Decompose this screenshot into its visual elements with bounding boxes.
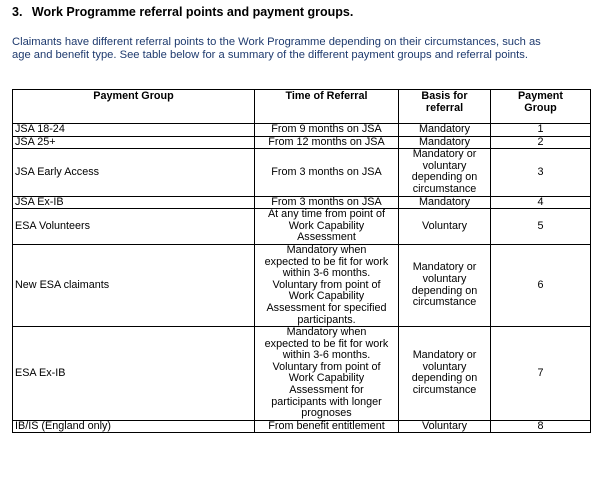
cell-line: within 3-6 months.	[282, 267, 371, 280]
header-label: Payment	[517, 90, 563, 102]
cell-payment-group-number: 8	[491, 420, 591, 433]
table-row	[13, 149, 591, 196]
cell-line: Assessment for	[289, 384, 364, 397]
cell-line: prognoses	[301, 407, 352, 420]
table-row	[13, 136, 591, 149]
cell-line: within 3-6 months.	[282, 349, 371, 362]
cell-payment-group-number: 2	[491, 136, 591, 149]
cell-line: Voluntary	[421, 419, 468, 432]
cell-line: From benefit entitlement	[268, 419, 385, 432]
cell-payment-group-number: 3	[491, 149, 591, 196]
referral-table	[12, 89, 591, 433]
cell-time-of-referral	[255, 327, 399, 421]
cell-basis-for-referral	[399, 136, 491, 149]
table-row	[13, 196, 591, 209]
cell-payment-group: ESA Ex-IB	[13, 327, 255, 421]
cell-time-of-referral	[255, 209, 399, 245]
cell-basis-for-referral	[399, 327, 491, 421]
cell-payment-group: JSA Ex-IB	[13, 196, 255, 209]
cell-line: From 3 months on JSA	[271, 165, 382, 178]
header-payment-group	[13, 90, 255, 124]
cell-basis-for-referral	[399, 209, 491, 245]
section-title: Work Programme referral points and payment groups.	[31, 5, 354, 19]
cell-line: Voluntary	[421, 219, 468, 232]
cell-payment-group: IB/IS (England only)	[13, 420, 255, 433]
cell-payment-group: New ESA claimants	[13, 244, 255, 326]
cell-line: At any time from point of	[267, 208, 385, 221]
header-payment-group-number	[491, 90, 591, 124]
section-heading	[12, 5, 353, 19]
header-time-of-referral	[255, 90, 399, 124]
cell-basis-for-referral	[399, 124, 491, 137]
cell-line: expected to be fit for work	[264, 337, 389, 350]
cell-payment-group: JSA Early Access	[13, 149, 255, 196]
cell-line: Mandatory when	[286, 243, 367, 256]
cell-line: circumstance	[412, 296, 477, 309]
cell-line: Work Capability	[288, 290, 365, 303]
cell-line: Work Capability	[288, 372, 365, 385]
section-number: 3.	[12, 5, 23, 19]
cell-basis-for-referral	[399, 196, 491, 209]
cell-line: Mandatory or	[412, 261, 477, 274]
intro-paragraph	[12, 36, 596, 62]
cell-line: depending on	[411, 171, 478, 184]
table-body	[13, 124, 591, 433]
cell-payment-group-number: 1	[491, 124, 591, 137]
cell-line: Mandatory or	[412, 148, 477, 161]
cell-payment-group-number: 5	[491, 209, 591, 245]
cell-time-of-referral	[255, 136, 399, 149]
header-label: Payment Group	[93, 90, 174, 102]
cell-line: From 12 months on JSA	[268, 135, 385, 148]
cell-time-of-referral	[255, 149, 399, 196]
cell-line: participants with longer	[271, 395, 382, 408]
cell-time-of-referral	[255, 244, 399, 326]
table-row	[13, 420, 591, 433]
cell-line: Mandatory or	[412, 349, 477, 362]
cell-line: circumstance	[412, 182, 477, 195]
cell-line: Work Capability	[288, 219, 365, 232]
cell-time-of-referral	[255, 420, 399, 433]
intro-line: age and benefit type. See table below for a summary of the different payment groups and referral points.	[12, 49, 528, 61]
cell-line: Mandatory	[418, 123, 470, 135]
cell-line: From 9 months on JSA	[271, 123, 382, 135]
cell-line: depending on	[411, 284, 478, 297]
cell-line: Mandatory when	[286, 326, 367, 339]
header-label: Basis for	[421, 90, 468, 102]
cell-line: depending on	[411, 372, 478, 385]
table-row	[13, 244, 591, 326]
cell-line: Assessment	[297, 231, 356, 244]
cell-basis-for-referral	[399, 149, 491, 196]
cell-basis-for-referral	[399, 244, 491, 326]
header-label: referral	[425, 101, 464, 114]
cell-line: voluntary	[422, 159, 467, 172]
cell-line: Mandatory	[418, 195, 470, 208]
table-row	[13, 209, 591, 245]
cell-line: expected to be fit for work	[264, 255, 389, 268]
cell-payment-group: JSA 25+	[13, 136, 255, 149]
header-label: Group	[524, 101, 557, 114]
table-row	[13, 124, 591, 137]
cell-line: Assessment for specified	[266, 301, 387, 314]
intro-line: Claimants have different referral points to the Work Programme depending on their circumstances, such as	[12, 36, 541, 48]
cell-line: Voluntary from point of	[272, 278, 381, 291]
cell-basis-for-referral	[399, 420, 491, 433]
cell-payment-group: JSA 18-24	[13, 124, 255, 137]
cell-time-of-referral	[255, 196, 399, 209]
cell-line: Voluntary from point of	[272, 360, 381, 373]
cell-payment-group-number: 4	[491, 196, 591, 209]
cell-payment-group: ESA Volunteers	[13, 209, 255, 245]
cell-line: circumstance	[412, 384, 477, 397]
cell-line: voluntary	[422, 272, 467, 285]
header-basis-for-referral	[399, 90, 491, 124]
table-row	[13, 327, 591, 421]
cell-line: voluntary	[422, 360, 467, 373]
table-header-row	[13, 90, 591, 124]
cell-line: From 3 months on JSA	[271, 195, 382, 208]
header-label: Time of Referral	[285, 90, 368, 102]
cell-time-of-referral	[255, 124, 399, 137]
cell-payment-group-number: 7	[491, 327, 591, 421]
cell-line: Mandatory	[418, 135, 470, 148]
cell-payment-group-number: 6	[491, 244, 591, 326]
cell-line: participants.	[297, 313, 356, 326]
